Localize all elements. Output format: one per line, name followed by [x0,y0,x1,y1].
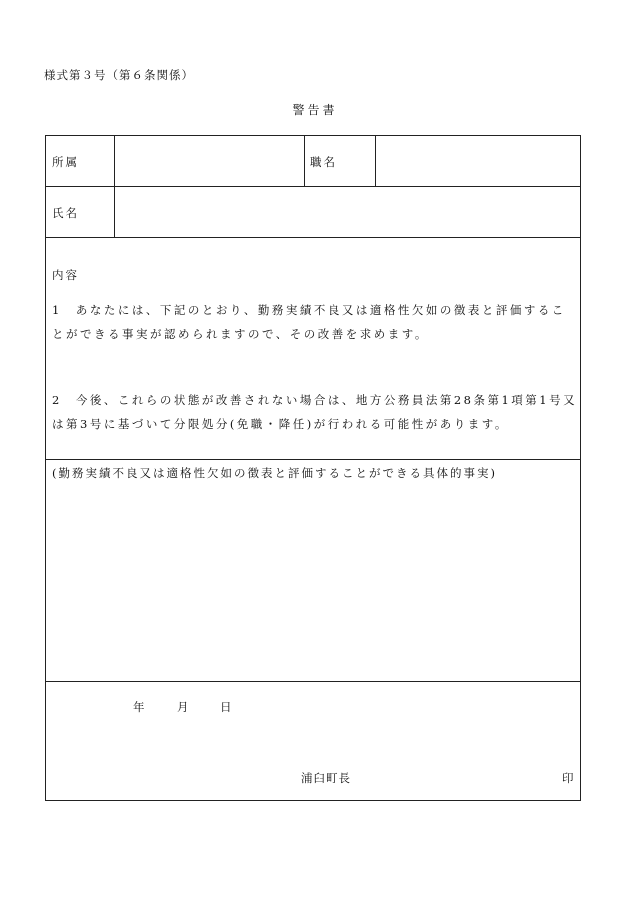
year-label: 年 [133,700,146,714]
seal-mark: 印 [562,771,574,785]
position-label: 職名 [310,155,337,169]
warning-form-table [45,135,581,801]
facts-field[interactable] [52,488,576,674]
issuer-name: 浦臼町長 [301,771,351,785]
affiliation-label: 所属 [52,155,79,169]
form-number: 様式第３号（第６条関係） [44,68,194,82]
row-divider [46,237,580,238]
content-item-1: 1 あなたには、下記のとおり、勤務実績不良又は適格性欠如の徴表と評価することができる事実が認められますので、その改善を求めます。 [52,303,566,341]
column-divider [304,136,305,186]
content-item-2: 2 今後、これらの状態が改善されない場合は、地方公務員法第28条第1項第1号又は第3号に基づいて分限処分(免職・降任)が行われる可能性があります。 [52,393,578,431]
name-label: 氏名 [52,206,79,220]
month-label: 月 [177,700,190,714]
row-divider [46,459,580,460]
name-field[interactable] [120,205,576,223]
document-title: 警告書 [292,103,338,117]
facts-heading: (勤務実績不良又は適格性欠如の徴表と評価することができる具体的事実) [52,466,497,480]
row-divider [46,681,580,682]
position-field[interactable] [381,154,576,172]
row-divider [46,186,580,187]
column-divider [114,136,115,237]
content-heading: 内容 [52,268,79,282]
column-divider [375,136,376,186]
affiliation-field[interactable] [120,154,298,172]
day-label: 日 [220,700,233,714]
